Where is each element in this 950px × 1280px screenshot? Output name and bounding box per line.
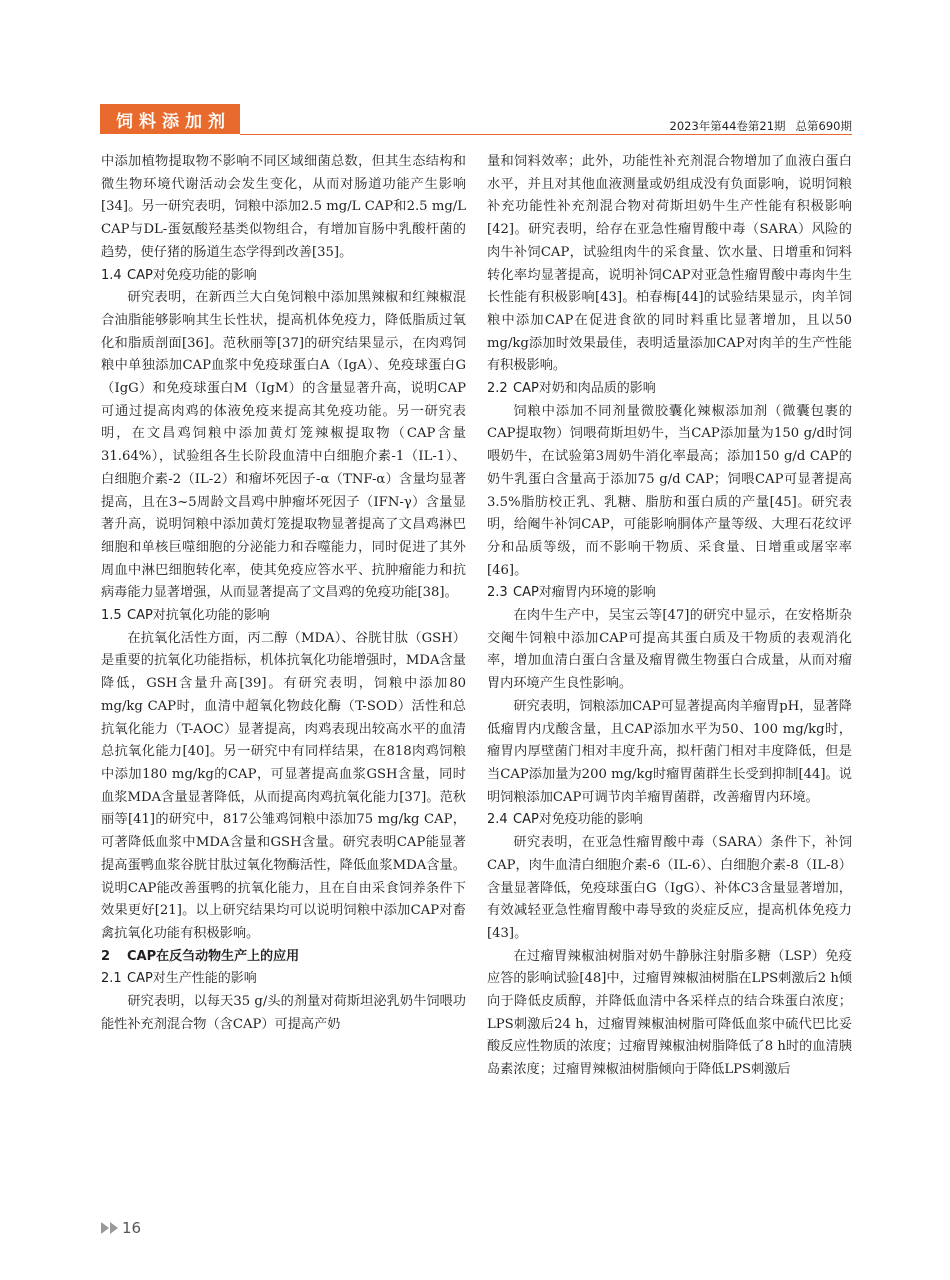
subsection-heading [487, 809, 852, 832]
triangle-icon [101, 1222, 109, 1234]
paragraph: 研究表明，在新西兰大白兔饲粮中添加黑辣椒和红辣椒混合油脂能够影响其生长性状，提高机体免疫力，降低脂质过氧化和脂质剖面[36]。范秋丽等[37]的研究结果显示，在肉鸡饲粮中单独添加CAP血浆中免疫球蛋白A（IgA）、免疫球蛋白G（IgG）和免疫球蛋白M（IgM）的含量显著升高，说明CAP可通过提高肉鸡的体液免疫来提高其免疫功能。另一研究表明，在文昌鸡饲粮中添加黄灯笼辣椒提取物（CAP含量31.64%），试验组各生长阶段血清中白细胞介素-1（IL-1）、白细胞介素-2（IL-2）和瘤坏死因子-α（TNF-α）含量均显著提高，且在3~5周龄文昌鸡中肿瘤坏死因子（IFN-γ）含量显著升高，说明饲粮中添加黄灯笼提取物显著提高了文昌鸡淋巴细胞和单核巨噬细胞的分泌能力和吞噬能力，同时促进了其外周血中淋巴细胞转化率，使其免疫应答水平、抗肿瘤能力和抗病毒能力显著增强，从而显著提高了文昌鸡的免疫功能[38]。 [101, 290, 466, 601]
subsection-heading [487, 378, 852, 401]
section-title: CAP对免疫功能的影响 [513, 812, 643, 828]
subsection-heading [101, 265, 466, 288]
total-issue-label: 总第690期 [795, 119, 852, 133]
paragraph: 在抗氧化活性方面，丙二醇（MDA）、谷胱甘肽（GSH）是重要的抗氧化功能指标，机体抗氧化功能增强时，MDA含量降低，GSH含量升高[39]。有研究表明，饲粮中添加80 mg/kg CAP时，血清中超氧化物歧化酶（T-SOD）活性和总抗氧化能力（T-AOC）显著提高，肉鸡表现出较高水平的血清总抗氧化能力[40]。另一研究中有同样结果，在818肉鸡饲粮中添加180 mg/kg的CAP，可显著提高血浆GSH含量，同时血浆MDA含量显著降低，从而提高肉鸡抗氧化能力[37]。范秋丽等[41]的研究中，817公雏鸡饲粮中添加75 mg/kg CAP，可著降低血浆中MDA含量和GSH含量。研究表明CAP能显著提高蛋鸭血浆谷胱甘肽过氧化物酶活性，降低血浆MDA含量。说明CAP能改善蛋鸭的抗氧化能力，且在自由采食饲养条件下效果更好[21]。以上研究结果均可以说明饲粮中添加CAP对畜禽抗氧化功能有积极影响。 [101, 630, 466, 941]
subsection-heading [101, 605, 466, 628]
issue-info [660, 118, 853, 134]
section-number: 1.4 [101, 267, 122, 283]
section-title: CAP对生产性能的影响 [127, 971, 257, 987]
section-number: 2.4 [487, 812, 508, 828]
section-heading [101, 946, 466, 969]
section-number: 2.2 [487, 381, 508, 397]
section-title: CAP对免疫功能的影响 [127, 267, 257, 283]
left-column [101, 151, 466, 1036]
section-number: 1.5 [101, 608, 122, 624]
section-title: CAP对奶和肉品质的影响 [513, 381, 656, 397]
subsection-heading [101, 968, 466, 991]
paragraph: 研究表明，以每天35 g/头的剂量对荷斯坦泌乳奶牛饲喂功能性补充剂混合物（含CAP）可提高产奶 [101, 994, 466, 1032]
right-column [487, 151, 852, 1082]
paragraph: 研究表明，饲粮添加CAP可显著提高肉羊瘤胃pH，显著降低瘤胃内戊酸含量，且CAP添加水平为50、100 mg/kg时，瘤胃内厚壁菌门相对丰度升高，拟杆菌门相对丰度降低，但是当CAP添加量为200 mg/kg时瘤胃菌群生长受到抑制[44]。说明饲粮添加CAP可调节肉羊瘤胃菌群，改善瘤胃内环境。 [487, 698, 852, 805]
subsection-heading [487, 582, 852, 605]
issue-label: 2023年第44卷第21期 [669, 119, 786, 133]
page-number: 16 [122, 1218, 142, 1237]
section-title: CAP对瘤胃内环境的影响 [513, 585, 656, 601]
paragraph: 在肉牛生产中，吴宝云等[47]的研究中显示，在安格斯杂交阉牛饲粮中添加CAP可提高其蛋白质及干物质的表观消化率，增加血清白蛋白含量及瘤胃微生物蛋白合成量，从而对瘤胃内环境产生良性影响。 [487, 608, 852, 692]
section-title: CAP在反刍动物生产上的应用 [127, 948, 300, 964]
page-footer [101, 1218, 141, 1237]
paragraph: 中添加植物提取物不影响不同区域细菌总数，但其生态结构和微生物环境代谢活动会发生变化，从而对肠道功能产生影响[34]。另一研究表明，饲粮中添加2.5 mg/L CAP和2.5 mg/L CAP与DL-蛋氨酸羟基类似物组合，有增加盲肠中乳酸杆菌的趋势，使仔猪的肠道生态学得到改善[35]。 [101, 154, 466, 260]
section-number: 2.1 [101, 971, 122, 987]
paragraph: 饲粮中添加不同剂量微胶囊化辣椒添加剂（微囊包裹的CAP提取物）饲喂荷斯坦奶牛，当CAP添加量为150 g/d时饲喂奶牛，在试验第3周奶牛消化率最高；添加150 g/d CAP的奶牛乳蛋白含量高于添加75 g/d CAP；饲喂CAP可显著提高3.5%脂肪校正乳、乳糖、脂肪和蛋白质的产量[45]。研究表明，给阉牛补饲CAP，可能影响胴体产量等级、大理石花纹评分和品质等级，而不影响干物质、采食量、日增重或屠宰率[46]。 [487, 403, 852, 578]
category-banner [100, 104, 240, 134]
paragraph: 在过瘤胃辣椒油树脂对奶牛静脉注射脂多糖（LSP）免疫应答的影响试验[48]中，过瘤胃辣椒油树脂在LPS刺激后2 h倾向于降低皮质醇，并降低血清中各采样点的结合珠蛋白浓度；LPS刺激后24 h，过瘤胃辣椒油树脂可降低血浆中硫代巴比妥酸反应性物质的浓度；过瘤胃辣椒油树脂降低了8 h时的血清胰岛素浓度；过瘤胃辣椒油树脂倾向于降低LPS刺激后 [487, 948, 852, 1078]
section-number: 2.3 [487, 585, 508, 601]
paragraph: 研究表明，在亚急性瘤胃酸中毒（SARA）条件下，补饲CAP，肉牛血清白细胞介素-6（IL-6）、白细胞介素-8（IL-8）含量显著降低，免疫球蛋白G（IgG）、补体C3含量显著增加，有效减轻亚急性瘤胃酸中毒导致的炎症反应，提高机体免疫力[43]。 [487, 835, 852, 941]
section-title: CAP对抗氧化功能的影响 [127, 608, 270, 624]
paragraph: 量和饲料效率；此外，功能性补充剂混合物增加了血液白蛋白水平，并且对其他血液测量或奶组成没有负面影响，说明饲粮补充功能性补充剂混合物对荷斯坦奶牛生产性能有积极影响[42]。研究表明，给存在亚急性瘤胃酸中毒（SARA）风险的肉牛补饲CAP，试验组肉牛的采食量、饮水量、日增重和饲料转化率均显著提高，说明补饲CAP对亚急性瘤胃酸中毒肉牛生长性能有积极影响[43]。柏春梅[44]的试验结果显示，肉羊饲粮中添加CAP在促进食欲的同时料重比显著增加，且以50 mg/kg添加时效果最佳，表明适量添加CAP对肉羊的生产性能有积极影响。 [487, 154, 852, 374]
section-number: 2 [101, 948, 111, 964]
header-rule [240, 134, 852, 135]
triangle-icon [110, 1222, 118, 1234]
category-label: 饲料添加剂 [116, 112, 231, 132]
